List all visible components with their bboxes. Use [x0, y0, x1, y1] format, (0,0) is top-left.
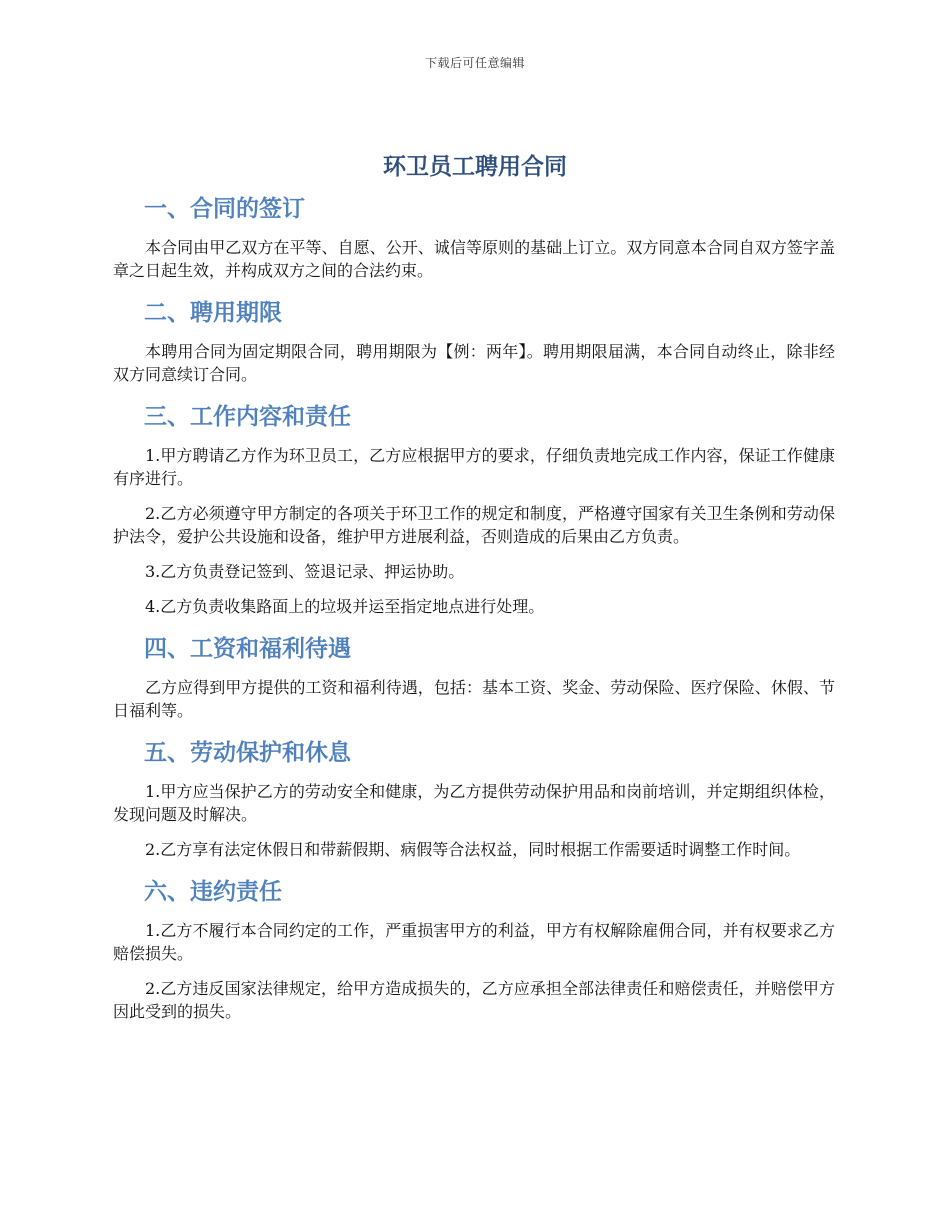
header-note: 下载后可任意编辑 — [424, 56, 525, 70]
section-duties — [113, 398, 835, 618]
paragraph: 1.甲方聘请乙方作为环卫员工，乙方应根据甲方的要求，仔细负责地完成工作内容，保证工作健康有序进行。 — [113, 446, 835, 488]
paragraph: 2.乙方享有法定休假日和带薪假期、病假等合法权益，同时根据工作需要适时调整工作时间。 — [145, 840, 801, 859]
section-heading: 五、劳动保护和休息 — [144, 740, 351, 766]
section-heading: 三、工作内容和责任 — [144, 404, 351, 430]
section-liability — [113, 873, 835, 1023]
paragraph: 2.乙方必须遵守甲方制定的各项关于环卫工作的规定和制度，严格遵守国家有关卫生条例和劳动保护法令，爱护公共设施和设备，维护甲方进展利益，否则造成的后果由乙方负责。 — [113, 504, 835, 546]
section-term — [113, 294, 835, 386]
paragraph: 3.乙方负责登记签到、签退记录、押运协助。 — [145, 562, 465, 581]
section-salary — [113, 630, 835, 722]
paragraph: 乙方应得到甲方提供的工资和福利待遇，包括：基本工资、奖金、劳动保险、医疗保险、休假、节日福利等。 — [113, 678, 835, 720]
paragraph: 本聘用合同为固定期限合同，聘用期限为【例：两年】。聘用期限届满，本合同自动终止，除非经双方同意续订合同。 — [113, 342, 835, 384]
section-heading: 四、工资和福利待遇 — [144, 636, 351, 662]
paragraph: 1.乙方不履行本合同约定的工作，严重损害甲方的利益，甲方有权解除雇佣合同，并有权要求乙方赔偿损失。 — [113, 921, 835, 963]
page-title: 环卫员工聘用合同 — [383, 154, 567, 180]
section-protection — [113, 734, 835, 861]
section-heading: 一、合同的签订 — [144, 196, 305, 222]
section-heading: 二、聘用期限 — [144, 300, 282, 326]
section-heading: 六、违约责任 — [144, 879, 282, 905]
section-signing — [113, 190, 835, 282]
paragraph: 1.甲方应当保护乙方的劳动安全和健康，为乙方提供劳动保护用品和岗前培训，并定期组织体检，发现问题及时解决。 — [113, 782, 835, 824]
paragraph: 2.乙方违反国家法律规定，给甲方造成损失的，乙方应承担全部法律责任和赔偿责任，并赔偿甲方因此受到的损失。 — [113, 979, 835, 1021]
contract-body — [113, 190, 835, 1035]
paragraph: 本合同由甲乙双方在平等、自愿、公开、诚信等原则的基础上订立。双方同意本合同自双方签字盖章之日起生效，并构成双方之间的合法约束。 — [113, 238, 835, 280]
paragraph: 4.乙方负责收集路面上的垃圾并运至指定地点进行处理。 — [145, 597, 545, 616]
